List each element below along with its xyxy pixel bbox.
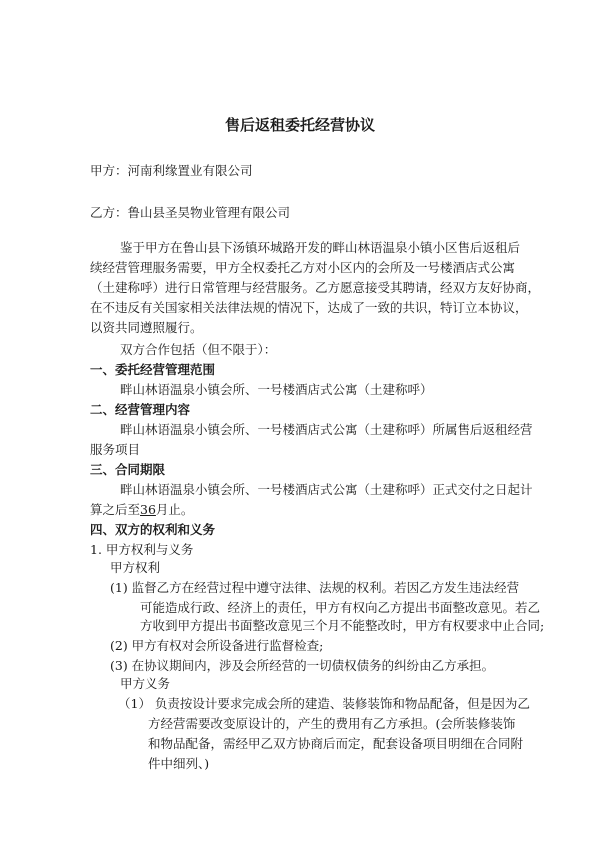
section-2-line: 畔山林语温泉小镇会所、一号楼酒店式公寓（土建称呼）所属售后返租经营 bbox=[120, 422, 533, 437]
preamble-line: 鉴于甲方在鲁山县下汤镇环城路开发的畔山林语温泉小镇小区售后返租后 bbox=[120, 240, 521, 255]
section-2-heading: 二、经营管理内容 bbox=[90, 402, 191, 417]
duties-line: （1） 负责按设计要求完成会所的建造、装修装饰和物品配备，但是因为乙 bbox=[118, 696, 530, 711]
preamble-line: 在不违反有关国家相关法律法规的情况下，达成了一致的共识，特订立本协议， bbox=[90, 300, 528, 315]
section-3-heading: 三、合同期限 bbox=[90, 462, 166, 477]
party-a: 甲方：河南利缘置业有限公司 bbox=[90, 163, 253, 178]
rights-line: 可能造成行政、经济上的责任，甲方有权向乙方提出书面整改意见。若乙 bbox=[140, 600, 541, 615]
duties-line: 和物品配备，需经甲乙双方协商后而定，配套设备项目明细在合同附 bbox=[148, 736, 524, 751]
section-3-line: 畔山林语温泉小镇会所、一号楼酒店式公寓（土建称呼）正式交付之日起计 bbox=[120, 482, 533, 497]
term-prefix: 算之后至 bbox=[90, 502, 141, 517]
section-1-heading: 一、委托经营管理范围 bbox=[90, 362, 216, 377]
rights-line: (1) 监督乙方在经营过程中遵守法律、法规的权利。若因乙方发生违法经营 bbox=[110, 580, 520, 595]
section-4-heading: 四、双方的权利和义务 bbox=[90, 522, 216, 537]
section-3-line-2 bbox=[90, 502, 193, 518]
duties-line: 方经营需要改变原设计的，产生的费用有乙方承担。(会所装修装饰 bbox=[148, 716, 516, 731]
scope-intro: 双方合作包括（但不限于）： bbox=[120, 342, 277, 357]
rights-line: (3) 在协议期间内，涉及会所经营的一切债权债务的纠纷由乙方承担。 bbox=[110, 658, 495, 673]
duties-label: 甲方义务 bbox=[120, 676, 171, 691]
section-4-sub-1: 1. 甲方权利与义务 bbox=[90, 542, 194, 557]
preamble-line: （土建称呼）进行日常管理与经营服务。乙方愿意接受其聘请，经双方友好协商， bbox=[90, 280, 541, 295]
preamble-line: 以资共同遵照履行。 bbox=[90, 320, 203, 335]
term-months: 36 bbox=[140, 502, 156, 517]
rights-line: 方收到甲方提出书面整改意见三个月不能整改时，甲方有权要求中止合同; bbox=[140, 618, 545, 633]
document-title: 售后返租委托经营协议 bbox=[224, 116, 375, 134]
preamble-line: 续经营管理服务需要，甲方全权委托乙方对小区内的会所及一号楼酒店式公寓 bbox=[90, 260, 516, 275]
rights-line: (2) 甲方有权对会所设备进行监督检查; bbox=[110, 638, 324, 653]
term-suffix: 月止。 bbox=[155, 502, 194, 517]
party-b: 乙方：鲁山县圣昊物业管理有限公司 bbox=[90, 205, 291, 220]
duties-line: 件中细列、) bbox=[148, 756, 210, 771]
section-2-line: 服务项目 bbox=[90, 442, 141, 457]
section-1-line: 畔山林语温泉小镇会所、一号楼酒店式公寓（土建称呼） bbox=[120, 382, 433, 397]
rights-label: 甲方权利 bbox=[110, 560, 161, 575]
